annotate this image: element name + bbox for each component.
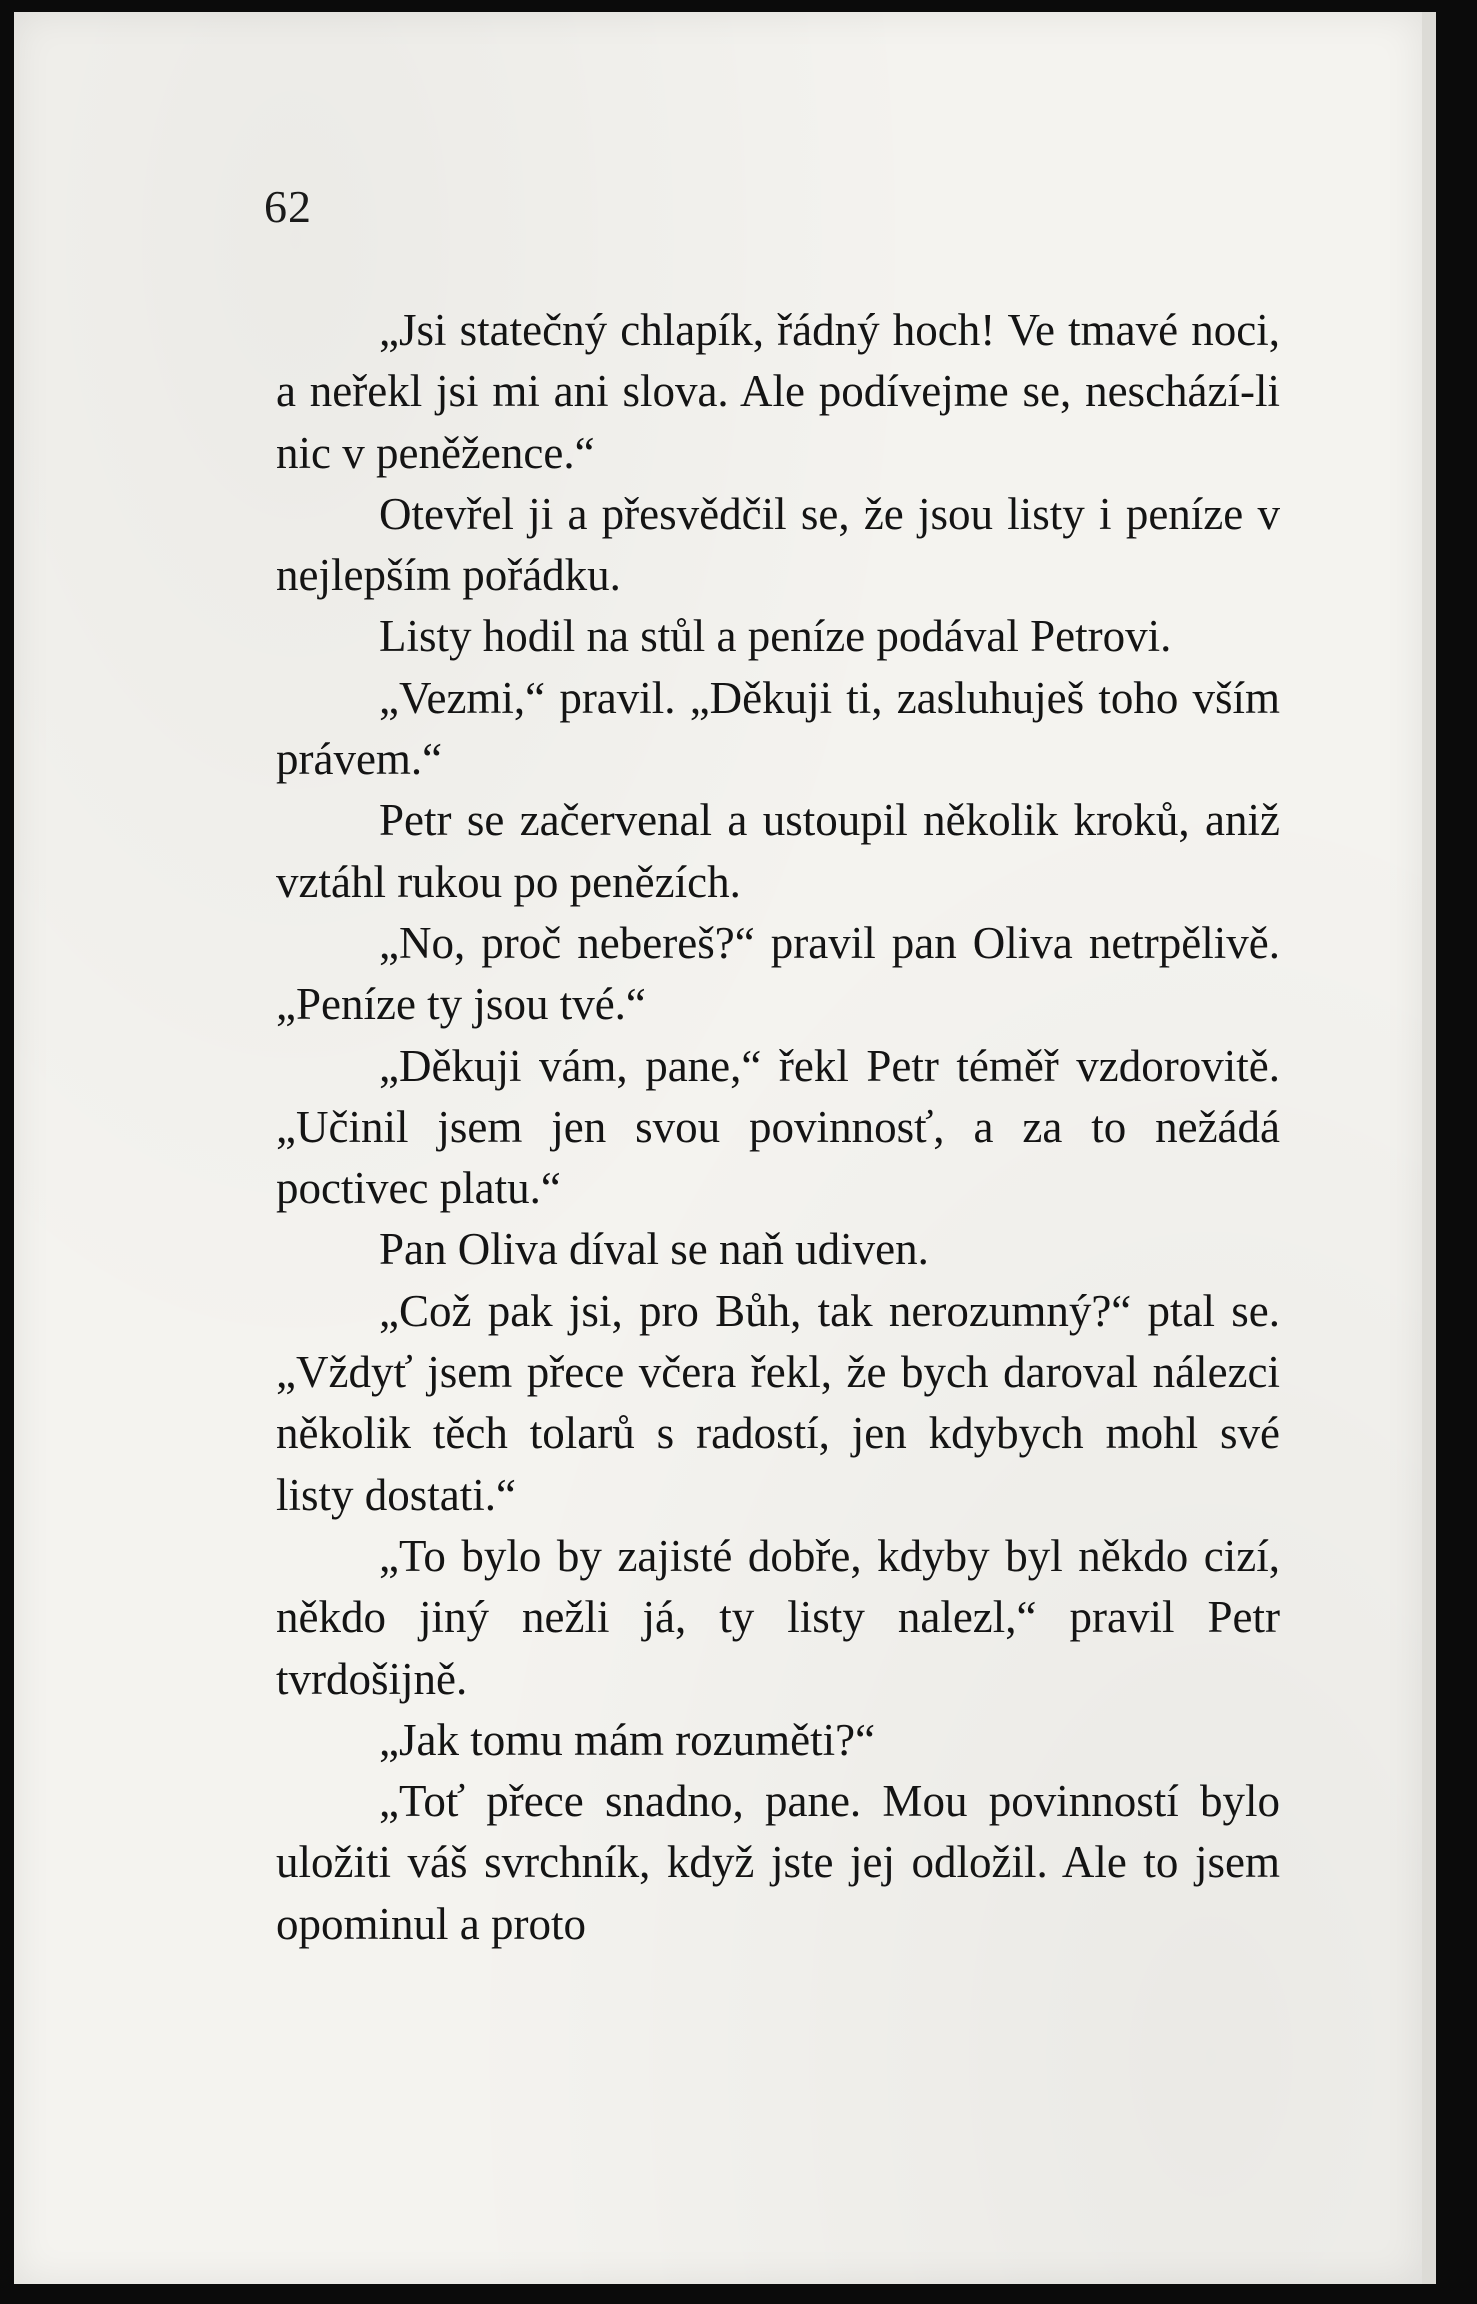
paragraph: „No, proč nebereš?“ pravil pan Oliva netrpělivě. „Peníze ty jsou tvé.“ [276,917,1280,1030]
paragraph: Petr se začervenal a ustoupil několik kroků, aniž vztáhl rukou po penězích. [276,795,1280,907]
page-edge [1422,12,1436,2284]
page-number: 62 [264,181,312,232]
paragraph: „Což pak jsi, pro Bůh, tak nerozumný?“ ptal se. „Vždyť jsem přece včera řekl, že bych daroval nálezci několik těch tolarů s radostí, jen kdybych mohl své listy dostati.“ [276,1285,1280,1520]
paragraph: „Jsi statečný chlapík, řádný hoch! Ve tmavé noci, a neřekl jsi mi ani slova. Ale podívejme se, neschází-li nic v peněžence.“ [276,305,1280,478]
paragraph: „Jak tomu mám rozuměti?“ [379,1714,876,1765]
paragraph: „Vezmi,“ pravil. „Děkuji ti, zasluhuješ toho vším právem.“ [276,672,1280,785]
paragraph: Otevřel ji a přesvědčil se, že jsou listy i peníze v nejlepším pořádku. [276,488,1280,601]
paragraph: „Toť přece snadno, pane. Mou povinností bylo uložiti váš svrchník, když jste jej odložil. Ale to jsem opominul a proto [276,1776,1280,1949]
paragraph: „Děkuji vám, pane,“ řekl Petr téměř vzdorovitě. „Učinil jsem jen svou povinnosť, a za to nežádá poctivec platu.“ [276,1040,1280,1214]
paragraph: „To bylo by zajisté dobře, kdyby byl někdo cizí, někdo jiný nežli já, ty listy nalezl,“ pravil Petr tvrdošijně. [276,1530,1280,1704]
paragraph: Pan Oliva díval se naň udiven. [379,1224,929,1275]
page-body-text [276,300,1280,1955]
paragraph: Listy hodil na stůl a peníze podával Petrovi. [379,611,1172,662]
